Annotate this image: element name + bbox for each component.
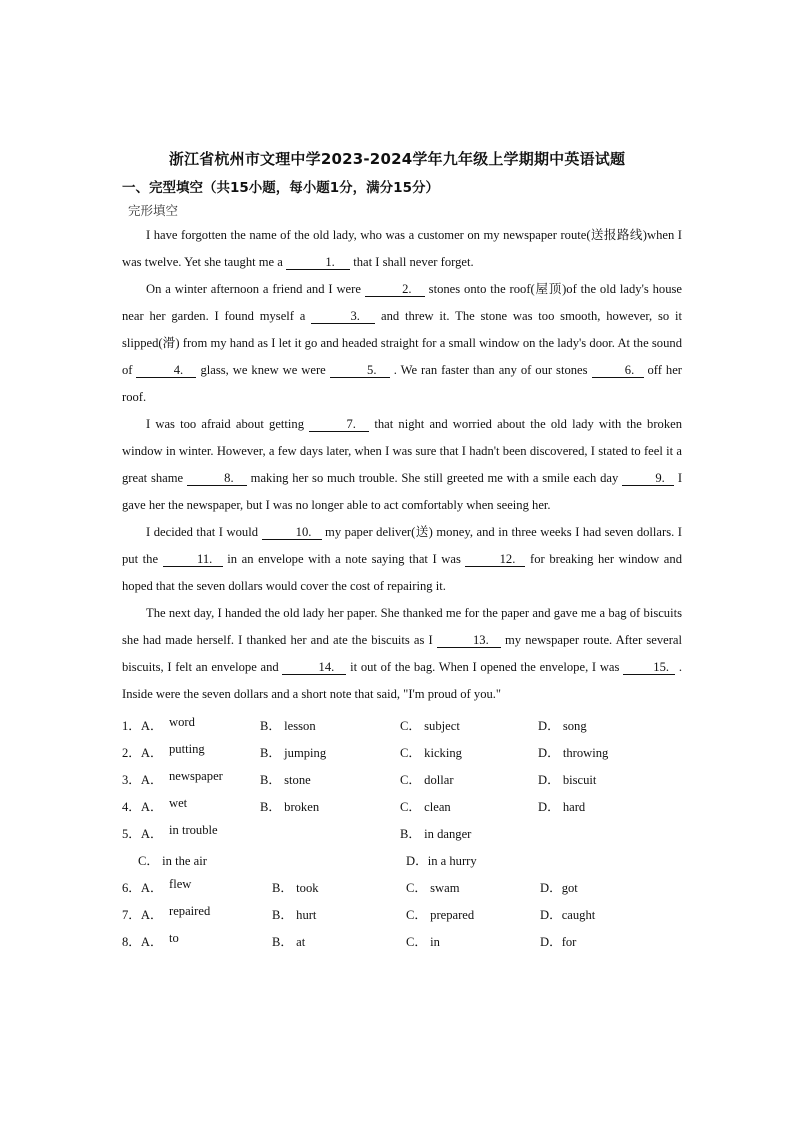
paragraph-1: I have forgotten the name of the old lady, who was a customer on my newspaper route(送报路线)when I was twelve. Yet she taught me a 1. that I shall never forget. — [122, 228, 682, 269]
option-c: C． in — [406, 935, 440, 949]
paragraph-4: I decided that I would 10. my paper deliver(送) money, and in three weeks I had seven dollars. I put the 11. in an envelope with a note saying that I was 12. for breaking her window and hoped that the seven dollars would cover the cost of repairing it. — [122, 525, 682, 593]
question-row — [122, 817, 682, 844]
option-c: C． in the air — [138, 854, 207, 868]
option-a: word — [169, 715, 195, 729]
option-b: B． broken — [260, 800, 320, 814]
option-b: B． hurt — [272, 908, 317, 922]
question-number: 1．A． — [122, 719, 163, 733]
blank-1: 1. — [286, 255, 350, 270]
option-c: C． kicking — [400, 746, 462, 760]
option-c: C． swam — [406, 881, 460, 895]
option-b: B． jumping — [260, 746, 327, 760]
question-number: 2．A． — [122, 746, 163, 760]
option-d: D． biscuit — [538, 773, 597, 787]
blank-3: 3. — [311, 309, 375, 324]
option-b: B． lesson — [260, 719, 316, 733]
question-number: 5．A． — [122, 827, 163, 841]
option-d: D．caught — [540, 908, 596, 922]
option-d: D．for — [540, 935, 577, 949]
option-b: B． stone — [260, 773, 311, 787]
option-c: C． clean — [400, 800, 451, 814]
question-row — [122, 709, 682, 736]
question-row — [122, 844, 682, 871]
option-a: repaired — [169, 904, 211, 918]
blank-13: 13. — [437, 633, 501, 648]
question-row — [122, 763, 682, 790]
paragraph-2: On a winter afternoon a friend and I were 2. stones onto the roof(屋顶)of the old lady's house near her garden. I found myself a 3. and threw it. The stone was too smooth, however, so it slipped(滑) from my hand as I let it go and headed straight for a small window on the lady's door. At the sound of 4. glass, we knew we were 5. . We ran faster than any of our stones 6. off her roof. — [122, 282, 682, 404]
question-row — [122, 736, 682, 763]
option-a: newspaper — [169, 769, 223, 783]
section-heading: 一、完型填空（共15小题，每小题1分，满分15分） — [122, 180, 439, 196]
question-number: 8．A． — [122, 935, 163, 949]
answer-options — [122, 709, 682, 952]
option-c: C． dollar — [400, 773, 454, 787]
blank-10: 10. — [262, 525, 322, 540]
question-row — [122, 898, 682, 925]
option-a: putting — [169, 742, 205, 756]
option-d: D．in a hurry — [406, 854, 477, 868]
option-a: flew — [169, 877, 192, 891]
blank-12: 12. — [465, 552, 525, 567]
blank-6: 6. — [592, 363, 644, 378]
question-number: 3．A． — [122, 773, 163, 787]
option-d: D． throwing — [538, 746, 609, 760]
question-row — [122, 925, 682, 952]
question-number: 4．A． — [122, 800, 163, 814]
paragraph-3: I was too afraid about getting 7. that night and worried about the old lady with the broken window in winter. However, a few days later, when I was sure that I hadn't been discovered, I stated to feel it a great shame 8. making her so much trouble. She still greeted me with a smile each day 9. I gave her the newspaper, but I was no longer able to act comfortably when seeing her. — [122, 417, 683, 512]
blank-11: 11. — [163, 552, 223, 567]
option-d: D． hard — [538, 800, 586, 814]
blank-15: 15. — [623, 660, 675, 675]
option-c: C． subject — [400, 719, 460, 733]
blank-14: 14. — [282, 660, 346, 675]
blank-9: 9. — [622, 471, 674, 486]
option-a: wet — [169, 796, 188, 810]
blank-8: 8. — [187, 471, 247, 486]
paragraph-5: The next day, I handed the old lady her paper. She thanked me for the paper and gave me a bag of biscuits she had made herself. I thanked her and ate the biscuits as I 13. my newspaper route. After several biscuits, I felt an envelope and 14. it out of the bag. When I opened the envelope, I was 15. . Inside were the seven dollars and a short note that said, "I'm proud of you." — [122, 606, 683, 701]
option-b: B． in danger — [400, 827, 472, 841]
blank-2: 2. — [365, 282, 425, 297]
option-d: D． song — [538, 719, 587, 733]
question-number: 7．A． — [122, 908, 163, 922]
blank-4: 4. — [136, 363, 196, 378]
option-c: C． prepared — [406, 908, 475, 922]
subsection-label: 完形填空 — [128, 203, 179, 218]
cloze-passage — [122, 222, 682, 708]
blank-5: 5. — [330, 363, 390, 378]
option-d: D．got — [540, 881, 578, 895]
option-a: to — [169, 931, 179, 945]
question-row — [122, 871, 682, 898]
option-b: B． at — [272, 935, 306, 949]
page-title: 浙江省杭州市文理中学2023-2024学年九年级上学期期中英语试题 — [168, 150, 626, 168]
option-a: in trouble — [169, 823, 218, 837]
question-row — [122, 790, 682, 817]
blank-7: 7. — [309, 417, 369, 432]
option-b: B． took — [272, 881, 319, 895]
question-number: 6．A． — [122, 881, 163, 895]
